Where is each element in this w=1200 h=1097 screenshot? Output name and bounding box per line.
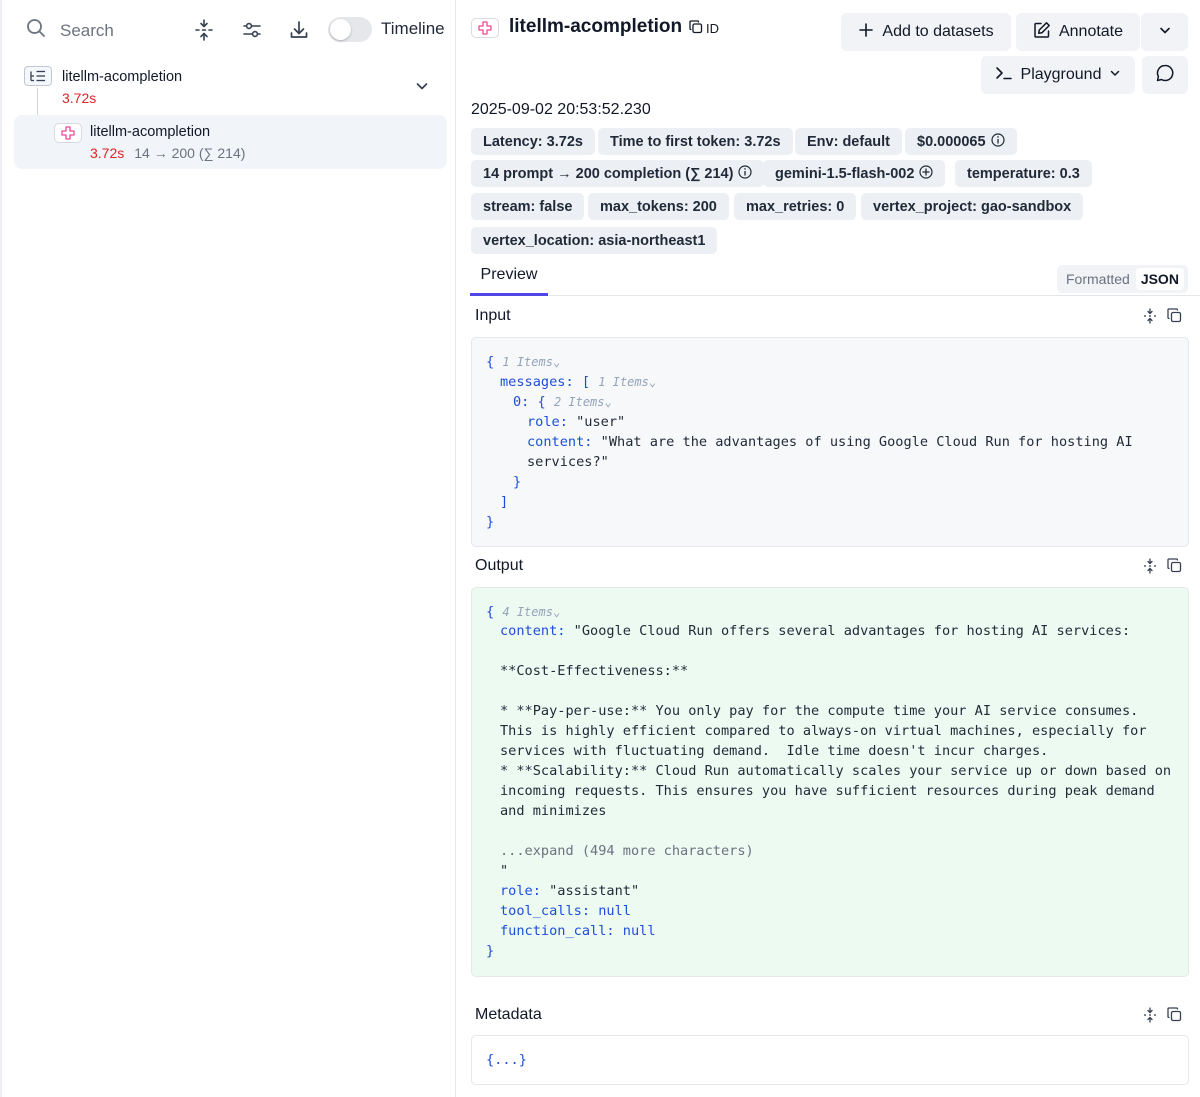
output-json-viewer <box>471 587 1189 977</box>
items-count[interactable]: 2 Items <box>553 395 605 409</box>
tree-node-duration: 3.72s <box>90 145 125 161</box>
output-section-actions <box>1143 558 1182 579</box>
metadata-section-title: Metadata <box>475 1006 542 1023</box>
add-to-datasets-label: Add to datasets <box>882 23 994 40</box>
json-key: function_call: <box>500 923 615 939</box>
more-actions-dropdown[interactable] <box>1141 13 1188 51</box>
chevron-down-icon[interactable] <box>414 78 430 99</box>
input-json-viewer <box>471 337 1189 547</box>
timeline-toggle[interactable] <box>328 17 372 42</box>
json-key: messages: <box>500 374 574 390</box>
info-icon[interactable] <box>738 165 752 183</box>
vertex-project-badge: vertex_project: gao-sandbox <box>861 193 1083 220</box>
playground-label: Playground <box>1020 66 1102 83</box>
json-line <box>500 921 656 941</box>
json-line: { 4 Items⌄ <box>486 604 561 620</box>
json-key: content: <box>527 434 593 450</box>
page-title: litellm-acompletion <box>509 16 683 37</box>
input-section-actions <box>1143 308 1182 329</box>
vertex-location-badge: vertex_location: asia-northeast1 <box>471 227 717 254</box>
edit-icon <box>1033 21 1051 44</box>
chevron-down-icon <box>1109 66 1121 84</box>
plus-circle-icon[interactable] <box>919 165 933 183</box>
collapse-icon[interactable] <box>1143 1007 1157 1028</box>
json-line: services with fluctuating demand. Idle time doesn't incur charges. <box>500 743 1049 759</box>
input-section-title: Input <box>475 307 511 324</box>
trace-tree-panel <box>0 0 456 1097</box>
json-line <box>500 901 631 921</box>
generation-icon <box>54 123 82 143</box>
max-tokens-badge: max_tokens: 200 <box>588 193 729 220</box>
json-line: } <box>513 474 522 490</box>
tree-node-meta <box>90 145 245 161</box>
json-line: **Cost-Effectiveness:** <box>500 663 689 679</box>
trace-icon <box>24 66 52 86</box>
items-count[interactable]: 1 Items <box>598 375 649 389</box>
filter-settings-icon[interactable] <box>240 18 264 42</box>
tree-node-duration: 3.72s <box>62 90 97 106</box>
json-option[interactable]: JSON <box>1136 268 1184 290</box>
json-value: "What are the advantages of using Google Cloud Run for hosting AI <box>600 434 1133 450</box>
json-line: 0: { 2 Items⌄ <box>513 394 612 410</box>
collapse-icon[interactable] <box>1143 558 1157 579</box>
chevron-down-icon <box>1158 23 1172 42</box>
timeline-label: Timeline <box>381 19 445 38</box>
json-line: messages: [ 1 Items⌄ <box>500 374 657 390</box>
comment-icon <box>1155 63 1175 88</box>
search-input[interactable]: Search <box>60 20 114 40</box>
json-line: ] <box>500 494 509 510</box>
copy-icon[interactable] <box>1167 558 1182 579</box>
info-icon[interactable] <box>991 133 1005 151</box>
temperature-badge: temperature: 0.3 <box>955 160 1092 187</box>
span-detail-panel <box>457 0 1200 1097</box>
tabs-divider <box>470 295 1200 296</box>
output-section-title: Output <box>475 557 524 574</box>
json-value: null <box>598 903 631 919</box>
tab-preview[interactable]: Preview <box>470 265 548 296</box>
model-value: gemini-1.5-flash-002 <box>775 165 915 182</box>
json-value: null <box>622 923 656 939</box>
tree-node-name: litellm-acompletion <box>62 69 183 85</box>
tree-node-name: litellm-acompletion <box>90 124 211 140</box>
token-usage-value: 14 prompt → 200 completion (∑ 214) <box>483 165 734 182</box>
playground-button[interactable] <box>981 56 1135 94</box>
timestamp: 2025-09-02 20:53:52.230 <box>471 101 651 118</box>
json-line: * **Scalability:** Cloud Run automatically scales your service up or down based on <box>500 763 1172 779</box>
terminal-icon <box>995 65 1013 86</box>
json-line <box>527 452 609 472</box>
json-line: } <box>486 943 495 959</box>
formatted-option[interactable]: Formatted <box>1066 271 1130 287</box>
json-line <box>527 432 1133 452</box>
stream-badge: stream: false <box>471 193 584 220</box>
json-key: role: <box>500 883 541 899</box>
json-line <box>500 621 1130 641</box>
download-icon[interactable] <box>287 18 311 42</box>
ttft-badge: Time to first token: 3.72s <box>598 128 793 155</box>
json-value: "user" <box>576 414 626 430</box>
search-icon <box>26 18 46 43</box>
metadata-section-actions <box>1143 1007 1182 1028</box>
metadata-json-viewer <box>471 1035 1189 1085</box>
copy-icon[interactable] <box>1167 308 1182 329</box>
tree-node-child[interactable] <box>14 115 447 169</box>
search-box[interactable] <box>26 18 114 43</box>
plus-icon <box>858 22 874 43</box>
json-line: { 1 Items⌄ <box>486 354 561 370</box>
items-count[interactable]: 4 Items <box>502 605 553 619</box>
json-line <box>500 881 639 901</box>
tree-toolbar <box>2 0 456 60</box>
add-to-datasets-button[interactable] <box>841 13 1011 51</box>
json-value: "assistant" <box>549 883 640 899</box>
json-line: } <box>486 514 495 530</box>
view-mode-toggle <box>1057 265 1188 293</box>
json-key: role: <box>527 414 568 430</box>
max-retries-badge: max_retries: 0 <box>734 193 856 220</box>
cost-value: $0.000065 <box>917 133 986 150</box>
comments-button[interactable] <box>1142 56 1188 94</box>
tree-node-root[interactable] <box>24 66 444 112</box>
token-usage-badge[interactable] <box>471 160 764 187</box>
json-value: "Google Cloud Run offers several advantages for hosting AI services: <box>573 623 1131 639</box>
annotate-button[interactable] <box>1016 13 1140 51</box>
latency-badge: Latency: 3.72s <box>471 128 595 155</box>
annotate-label: Annotate <box>1058 23 1124 40</box>
env-badge: Env: default <box>795 128 902 155</box>
collapse-icon[interactable] <box>1143 308 1157 329</box>
copy-id-button[interactable] <box>689 20 719 37</box>
cost-badge[interactable] <box>905 128 1017 155</box>
id-label: ID <box>706 21 719 36</box>
json-collapsed[interactable]: {...} <box>486 1052 527 1068</box>
json-key: content: <box>500 623 566 639</box>
expand-link[interactable]: ...expand (494 more characters) <box>500 843 754 859</box>
collapse-all-icon[interactable] <box>192 18 216 42</box>
json-key: 0: <box>513 394 530 410</box>
copy-icon[interactable] <box>1167 1007 1182 1028</box>
items-count[interactable]: 1 Items <box>502 355 553 369</box>
copy-icon <box>689 20 703 37</box>
json-line: incoming requests. This ensures you have sufficient resources during peak demand <box>500 783 1155 799</box>
json-line: * **Pay-per-use:** You only pay for the compute time your AI service consumes. <box>500 703 1139 719</box>
json-line: " <box>500 863 509 879</box>
generation-icon <box>471 18 499 38</box>
json-line: This is highly efficient compared to always-on virtual machines, especially for <box>500 723 1147 739</box>
json-line <box>527 412 625 432</box>
tree-node-tokens: 14 → 200 (∑ 214) <box>134 145 246 161</box>
json-key: tool_calls: <box>500 903 591 919</box>
json-line: and minimizes <box>500 803 607 819</box>
json-value: services?" <box>527 454 609 470</box>
model-badge[interactable] <box>763 160 945 187</box>
